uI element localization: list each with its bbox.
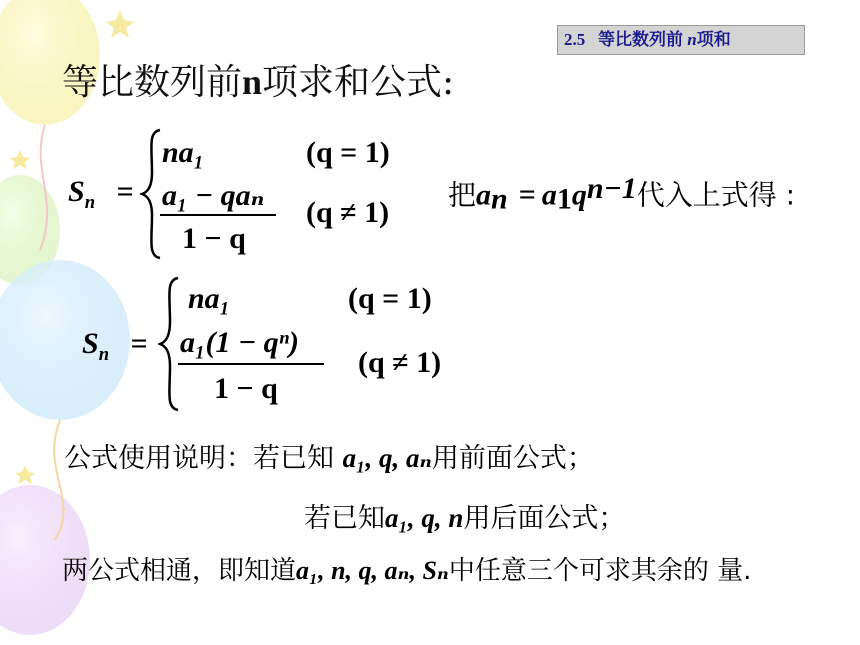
substitution-rhs-sup: n−1 <box>586 172 637 205</box>
section-badge <box>557 25 805 55</box>
badge-text-post: 项和 <box>696 30 731 49</box>
badge-number: 2.5 <box>564 30 586 49</box>
formula2-brace <box>158 276 182 412</box>
badge-text-pre: 等比数列前 <box>598 30 683 49</box>
formula1-case2-denominator: 1 − q <box>182 222 246 255</box>
formula1-lhs <box>68 174 134 214</box>
formula2-S-sub: n <box>98 344 110 365</box>
title-pre: 等比数列前 <box>62 62 243 103</box>
note1-prefix: 公式使用说明：若已知 <box>64 443 343 474</box>
note-line-2 <box>304 496 625 535</box>
note1-suffix: 用前面公式； <box>431 443 594 474</box>
substitution-rhs-sub: 1 <box>556 182 572 216</box>
formula2-case2-denominator: 1 − q <box>214 372 278 405</box>
formula2-case1-cond: (q = 1) <box>348 282 432 315</box>
formula1-case2-cond: (q ≠ 1) <box>306 196 390 229</box>
formula1-equals: = <box>116 175 134 208</box>
substitution-rhs-a: a <box>541 178 557 212</box>
note2-prefix: 若已知 <box>304 503 385 534</box>
formula2-case2-numerator: a₁(1 − qⁿ) <box>180 326 300 359</box>
page-title <box>62 60 454 105</box>
note3-vars: a₁, n, q, aₙ, Sₙ <box>296 556 449 585</box>
formula2-case1: na₁ <box>188 282 231 315</box>
formula2-case2-cond: (q ≠ 1) <box>358 346 442 379</box>
formula1-case1: na₁ <box>162 136 205 169</box>
formula1-case2-numerator: a₁ − qaₙ <box>162 179 265 212</box>
formula1-S: S <box>68 175 85 208</box>
note-line-1 <box>64 436 594 475</box>
formula2-equals: = <box>130 327 148 360</box>
substitution-line <box>448 172 795 217</box>
title-n: n <box>242 62 263 102</box>
formula1-fraction-bar <box>160 214 276 216</box>
substitution-equals: = <box>518 178 536 212</box>
formula2-S: S <box>82 327 99 360</box>
formula2-lhs <box>82 326 148 366</box>
note2-suffix: 用后面公式； <box>463 503 626 534</box>
formula1-case1-cond: (q = 1) <box>306 136 390 169</box>
substitution-a-sub: n <box>491 182 508 216</box>
substitution-a: a <box>476 178 492 212</box>
note1-vars: a₁, q, aₙ <box>342 443 432 473</box>
formula1-brace <box>140 128 164 260</box>
substitution-suffix: 代入上式得 : <box>636 178 796 212</box>
badge-n: n <box>687 30 697 49</box>
note3-prefix: 两公式相通，即知道 <box>62 556 297 586</box>
formula2-fraction-bar <box>178 363 324 365</box>
substitution-prefix: 把 <box>448 178 477 212</box>
note3-suffix: 中任意三个可求其余的 量. <box>448 556 752 586</box>
formula1-S-sub: n <box>84 192 96 213</box>
title-post: 项求和公式: <box>262 62 455 103</box>
note-line-3 <box>62 550 751 587</box>
substitution-rhs-q: q <box>571 178 587 212</box>
note2-vars: a₁, q, n <box>385 503 464 533</box>
